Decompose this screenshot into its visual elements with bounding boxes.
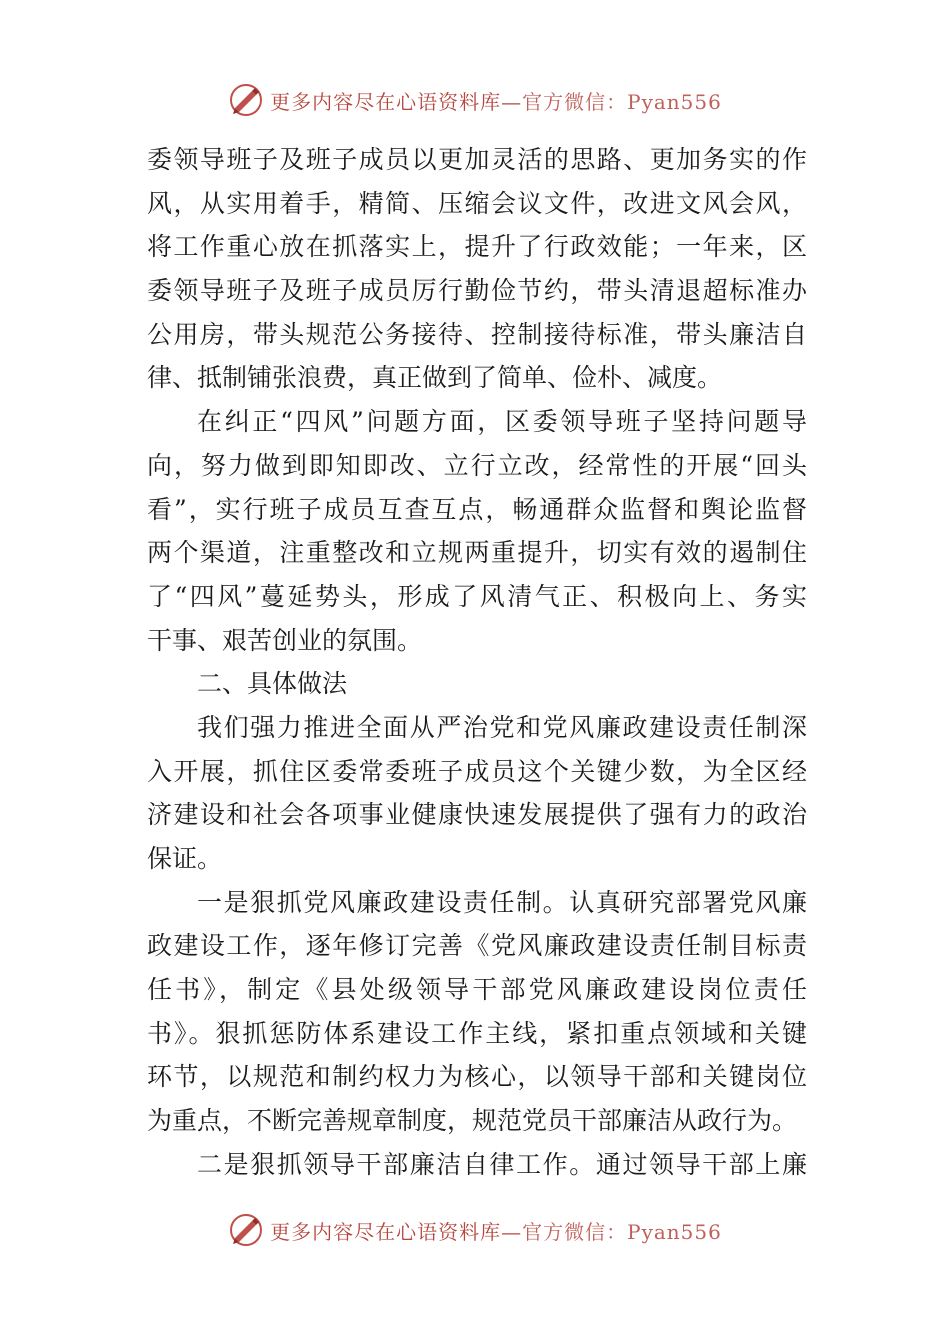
text-line: 风，从实用着手，精简、压缩会议文件，改进文风会风， [147,188,807,218]
text-line: 政建设工作，逐年修订完善《党风廉政建设责任制目标责 [147,931,807,961]
watermark-dash: — [501,1219,523,1244]
text-line: 律、抵制铺张浪费，真正做到了简单、俭朴、减度。 [147,363,723,393]
pen-logo-icon [228,82,264,118]
text-line: 环节，以规范和制约权力为核心，以领导干部和关键岗位 [147,1062,807,1092]
text-line: 一是狠抓党风廉政建设责任制。认真研究部署党风廉 [197,887,807,917]
text-line: 为重点，不断完善规章制度，规范党员干部廉洁从政行为。 [147,1106,798,1136]
watermark-wechat-id: Pyan556 [627,1219,722,1244]
watermark-site-text: 更多内容尽在心语资料库 [270,1219,502,1244]
watermark-wechat-label: 官方微信： [522,89,628,114]
section-heading: 二、具体做法 [197,669,348,699]
text-line: 将工作重心放在抓落实上，提升了行政效能；一年来，区 [147,232,807,262]
text-line: 二是狠抓领导干部廉洁自律工作。通过领导干部上廉 [197,1149,807,1179]
document-body [147,138,807,1187]
text-line: 我们强力推进全面从严治党和党风廉政建设责任制深 [197,712,807,742]
text-line: 入开展，抓住区委常委班子成员这个关键少数，为全区经 [147,756,807,786]
watermark-text [270,86,722,115]
text-line: 两个渠道，注重整改和立规两重提升，切实有效的遏制住 [147,538,807,568]
text-line: 任书》，制定《县处级领导干部党风廉政建设岗位责任 [147,975,807,1005]
text-line: 书》。狠抓惩防体系建设工作主线，紧扣重点领域和关键 [147,1018,807,1048]
text-line: 保证。 [147,844,223,873]
watermark-text [270,1216,722,1245]
text-line: 了“四风”蔓延势头，形成了风清气正、积极向上、务实 [147,581,807,611]
watermark-site-text: 更多内容尽在心语资料库 [270,89,502,114]
text-line: 济建设和社会各项事业健康快速发展提供了强有力的政治 [147,800,807,830]
watermark-banner-bottom [0,1210,950,1250]
text-line: 委领导班子及班子成员厉行勤俭节约，带头清退超标准办 [147,276,807,306]
text-line: 干事、艰苦创业的氛围。 [147,625,423,655]
watermark-banner-top [0,80,950,120]
pen-logo-icon [228,1212,264,1248]
watermark-dash: — [501,89,523,114]
text-line: 向，努力做到即知即改、立行立改，经常性的开展“回头 [147,450,807,480]
text-line: 看”，实行班子成员互查互点，畅通群众监督和舆论监督 [147,494,807,524]
watermark-wechat-id: Pyan556 [627,89,722,114]
text-line: 在纠正“四风”问题方面，区委领导班子坚持问题导 [197,407,807,437]
watermark-wechat-label: 官方微信： [522,1219,628,1244]
text-line: 委领导班子及班子成员以更加灵活的思路、更加务实的作 [147,145,807,174]
text-line: 公用房，带头规范公务接待、控制接待标准，带头廉洁自 [147,319,807,349]
